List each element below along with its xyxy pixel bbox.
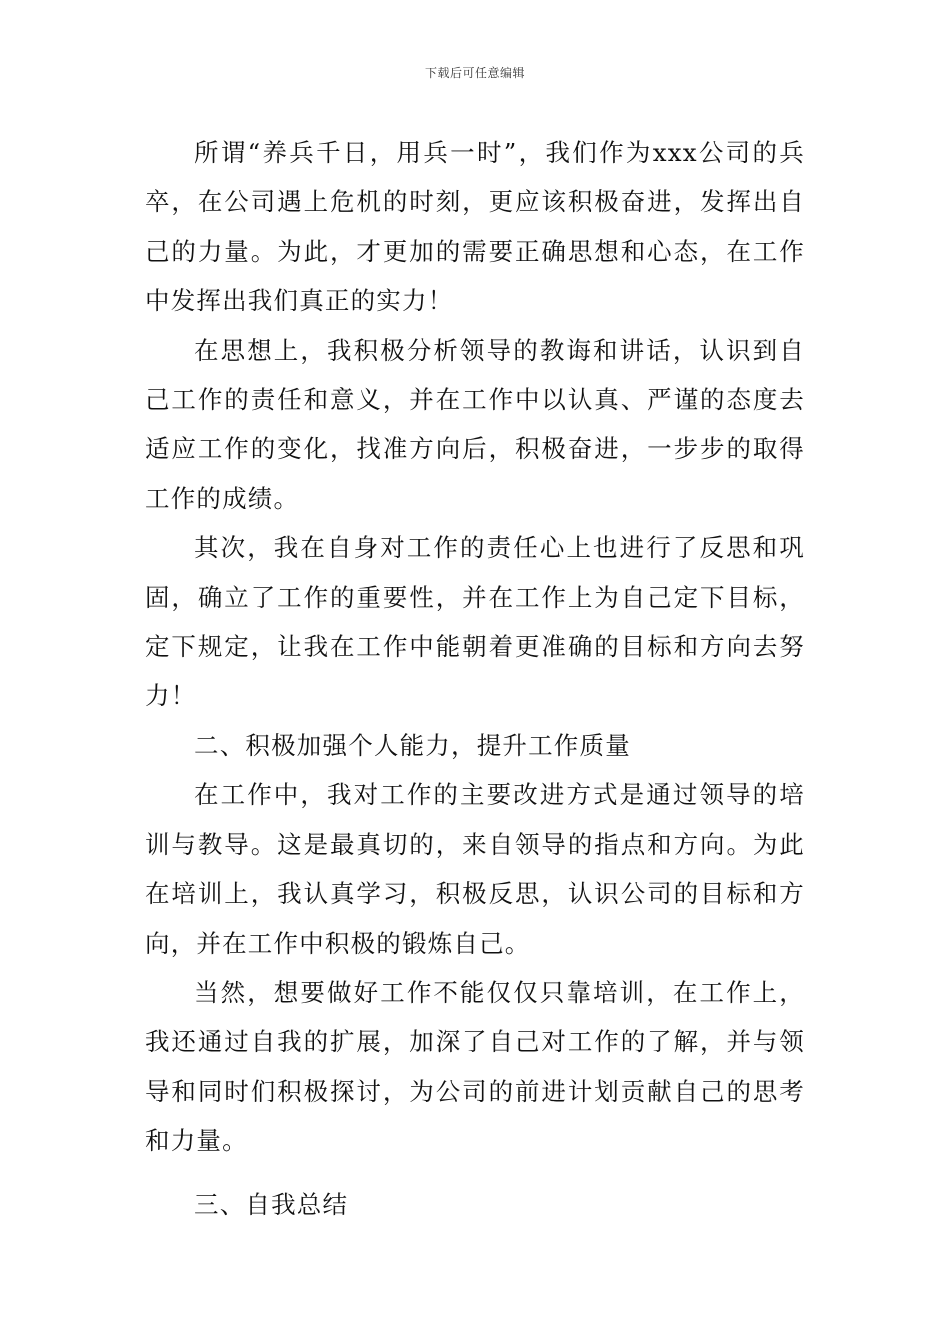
paragraph-preparedness: 所谓“养兵千日，用兵一时”，我们作为xxx公司的兵卒，在公司遇上危机的时刻，更应该积极奋进，发挥出自己的力量。为此，才更加的需要正确思想和心态，在工作中发挥出我们真正的实力！ [145, 138, 805, 316]
paragraph-thinking: 在思想上，我积极分析领导的教诲和讲话，认识到自己工作的责任和意义，并在工作中以认真、严谨的态度去适应工作的变化，找准方向后，积极奋进，一步步的取得工作的成绩。 [145, 335, 805, 513]
paragraph-training: 在工作中，我对工作的主要改进方式是通过领导的培训与教导。这是最真切的，来自领导的指点和方向。为此在培训上，我认真学习，积极反思，认识公司的目标和方向，并在工作中积极的锻炼自己。 [145, 780, 805, 958]
page-header: 下载后可任意编辑 [424, 66, 525, 80]
document-body [145, 128, 805, 1229]
section-heading-ability: 二、积极加强个人能力，提升工作质量 [194, 730, 631, 760]
paragraph-responsibility: 其次，我在自身对工作的责任心上也进行了反思和巩固，确立了工作的重要性，并在工作上为自己定下目标，定下规定，让我在工作中能朝着更准确的目标和方向去努力！ [145, 533, 805, 711]
paragraph-self-expansion: 当然，想要做好工作不能仅仅只靠培训，在工作上，我还通过自我的扩展，加深了自己对工作的了解，并与领导和同时们积极探讨，为公司的前进计划贡献自己的思考和力量。 [145, 977, 805, 1156]
section-heading-summary: 三、自我总结 [194, 1189, 349, 1219]
